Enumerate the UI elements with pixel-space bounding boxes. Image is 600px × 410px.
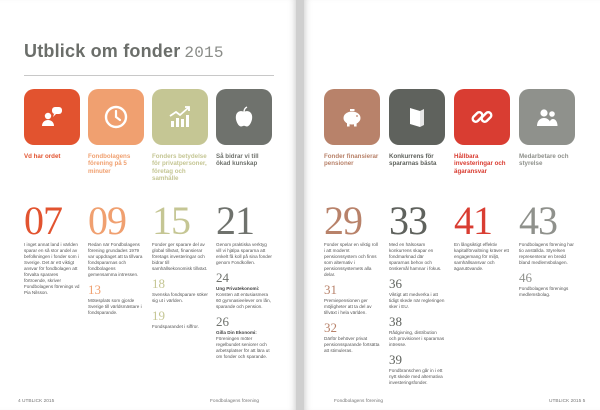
subsection-page-number: 46 <box>519 270 532 285</box>
subsection-text: Därför behöver privat pensionssparande fortsätta att stimuleras. <box>324 336 380 353</box>
section-title: Fonder finansierar pensioner <box>324 153 379 168</box>
person-speech-icon <box>39 104 65 130</box>
subsection-text: Premiepensionen ger möjligheter att ta del av tillväxt i hela världen. <box>324 298 372 315</box>
section-title: Vd har ordet <box>24 153 61 160</box>
subsection-text: Fondbolagens förenings medlemsbolag. <box>519 286 569 297</box>
subsection-page-number: 36 <box>389 276 402 291</box>
section-column <box>519 89 575 298</box>
subsection-description <box>152 292 208 304</box>
section-description: Fonder ger sparare del av global tillväxt, finansierar företags investeringar och bidrar till samhällsekonomisk tillväxt. <box>152 242 208 271</box>
right-page <box>304 0 600 410</box>
subsection-description <box>324 298 380 316</box>
section-icon-tile <box>324 89 380 145</box>
section-description: Fondbolagens förening har tio anställda. Styrelsen representerar en bredd bland medlemsbolagen. <box>519 242 574 265</box>
section-page-number: 09 <box>88 198 126 243</box>
section-description: Med en hälsosam konkurrens skapar en fondmarknad där spararnas behov och önskemål hamnar i fokus. <box>389 242 442 271</box>
section-icon-tile <box>216 89 272 145</box>
subsection-page-number: 32 <box>324 320 337 335</box>
section-title: Konkurrens för spararnas bästa <box>389 153 437 168</box>
section-column <box>324 89 380 354</box>
clock-icon <box>103 104 129 130</box>
subsection-text: Fondsparandet i siffror. <box>152 324 199 329</box>
section-page-number: 33 <box>389 198 427 243</box>
subsection-page-number: 18 <box>152 276 165 291</box>
section-description: Redan när Fondbolagens förening grundades 1979 var uppdraget att ta tillvara fondspararnas och fondbolagens gemensamma intressen. <box>88 242 143 277</box>
right-footer-publisher: Fondbolagens förening <box>334 399 384 404</box>
growth-chart-icon <box>167 104 193 130</box>
section-title: Medarbetare och styrelse <box>519 153 569 168</box>
subsection-description <box>88 298 144 316</box>
section-title: Fonders betydelse för privatpersoner, företag och samhälle <box>152 153 207 183</box>
section-title: Fondbolagens förening på 5 minuter <box>88 153 131 175</box>
subsection-description <box>519 286 575 298</box>
left-page <box>0 0 296 410</box>
subsection-text: Föreningen möter regelbundet seniorer och arbetsplatser för att lära ut om fonder och sparande. <box>216 336 270 359</box>
subsection-description <box>152 324 208 330</box>
section-page-number: 29 <box>324 198 362 243</box>
subsection-page-number: 31 <box>324 282 337 297</box>
chain-link-icon <box>469 104 495 130</box>
section-icon-tile <box>24 89 80 145</box>
section-icon-tile <box>389 89 445 145</box>
section-icon-tile <box>88 89 144 145</box>
section-page-number: 43 <box>519 198 557 243</box>
page-gutter <box>296 0 304 410</box>
subsection-page-number: 13 <box>88 282 101 297</box>
subsection-description <box>389 368 445 386</box>
section-title: Hållbara investeringar och ägaransvar <box>454 153 506 175</box>
section-column <box>389 89 445 386</box>
section-title: Så bidrar vi till ökad kunskap <box>216 153 259 168</box>
right-footer-page-number: UTBLICK 2015 5 <box>549 399 586 404</box>
section-column <box>216 89 272 360</box>
title-divider <box>24 75 274 76</box>
section-icon-tile <box>519 89 575 145</box>
subsection-description <box>389 330 445 348</box>
section-column <box>24 89 80 296</box>
section-page-number: 07 <box>24 198 62 243</box>
left-footer-publisher: Fondbolagens förening <box>210 399 260 404</box>
section-page-number: 21 <box>216 198 254 243</box>
piggy-bank-icon <box>339 104 365 130</box>
subsection-page-number: 26 <box>216 314 229 329</box>
section-page-number: 41 <box>454 198 492 243</box>
page-title-text: Utblick om fonder <box>24 41 181 61</box>
book-icon <box>404 104 430 130</box>
section-description: I inget annat land i världen sparar en så stor andel av befolkningen i fonder som i Sverige. Det är ett viktigt ansvar för fondbolagen att förvalta sparares förtroende, skriver Fondbolagens förenings vd Pia Nilsson. <box>24 242 80 295</box>
section-description: Genom praktiska verktyg vill vi hjälpa spararna att enkelt få koll på sina fonder genom Fondkollen. <box>216 242 272 265</box>
section-column <box>454 89 510 272</box>
subsection-description <box>389 292 445 310</box>
subsection-text: Fondbranschen går in i ett nytt skede med alternativa investeringsfonder. <box>389 368 443 385</box>
subsection-page-number: 19 <box>152 308 165 323</box>
subsection-text: Mötesplats som gjorde Sverige till världsmästare i fondsparande. <box>88 298 142 315</box>
section-column <box>88 89 144 316</box>
subsection-page-number: 38 <box>389 314 402 329</box>
subsection-page-number: 24 <box>216 270 229 285</box>
subsection-page-number: 39 <box>389 352 402 367</box>
left-footer-page-number: 4 UTBLICK 2015 <box>18 399 55 404</box>
people-icon <box>534 104 560 130</box>
subsection-heading: Gilla Din Ekonomi: <box>216 330 257 335</box>
section-description: Fonder spelar en viktig roll i att modernt pensionssystem och finns som alternativ i pensionssystemets alla delar. <box>324 242 378 277</box>
page-title-year: 2015 <box>184 44 224 62</box>
apple-icon <box>231 104 257 130</box>
subsection-heading: Ung Privatekonomi: <box>216 286 260 291</box>
subsection-text: Konsten att entusiasmera 60 gymnasieelever om lån, sparande och pension. <box>216 292 271 309</box>
subsection-description <box>216 286 272 310</box>
subsection-description <box>324 336 380 354</box>
subsection-description <box>216 330 272 360</box>
section-column <box>152 89 208 330</box>
subsection-text: Svenska fondsparare söker sig ut i världen. <box>152 292 208 303</box>
section-page-number: 15 <box>152 198 190 243</box>
subsection-text: Rådgivning, distribution och provisioner i spararnas intresse. <box>389 330 445 347</box>
section-icon-tile <box>454 89 510 145</box>
section-icon-tile <box>152 89 208 145</box>
page-title <box>24 41 224 62</box>
subsection-text: Viktigt att medverka i att tidigt skede när regleringen sker i EU. <box>389 292 445 309</box>
section-description: En långsiktigt effektiv kapitalförvaltning kräver ett engagemang för miljö, samhällsansvar och ägarutövande. <box>454 242 509 271</box>
